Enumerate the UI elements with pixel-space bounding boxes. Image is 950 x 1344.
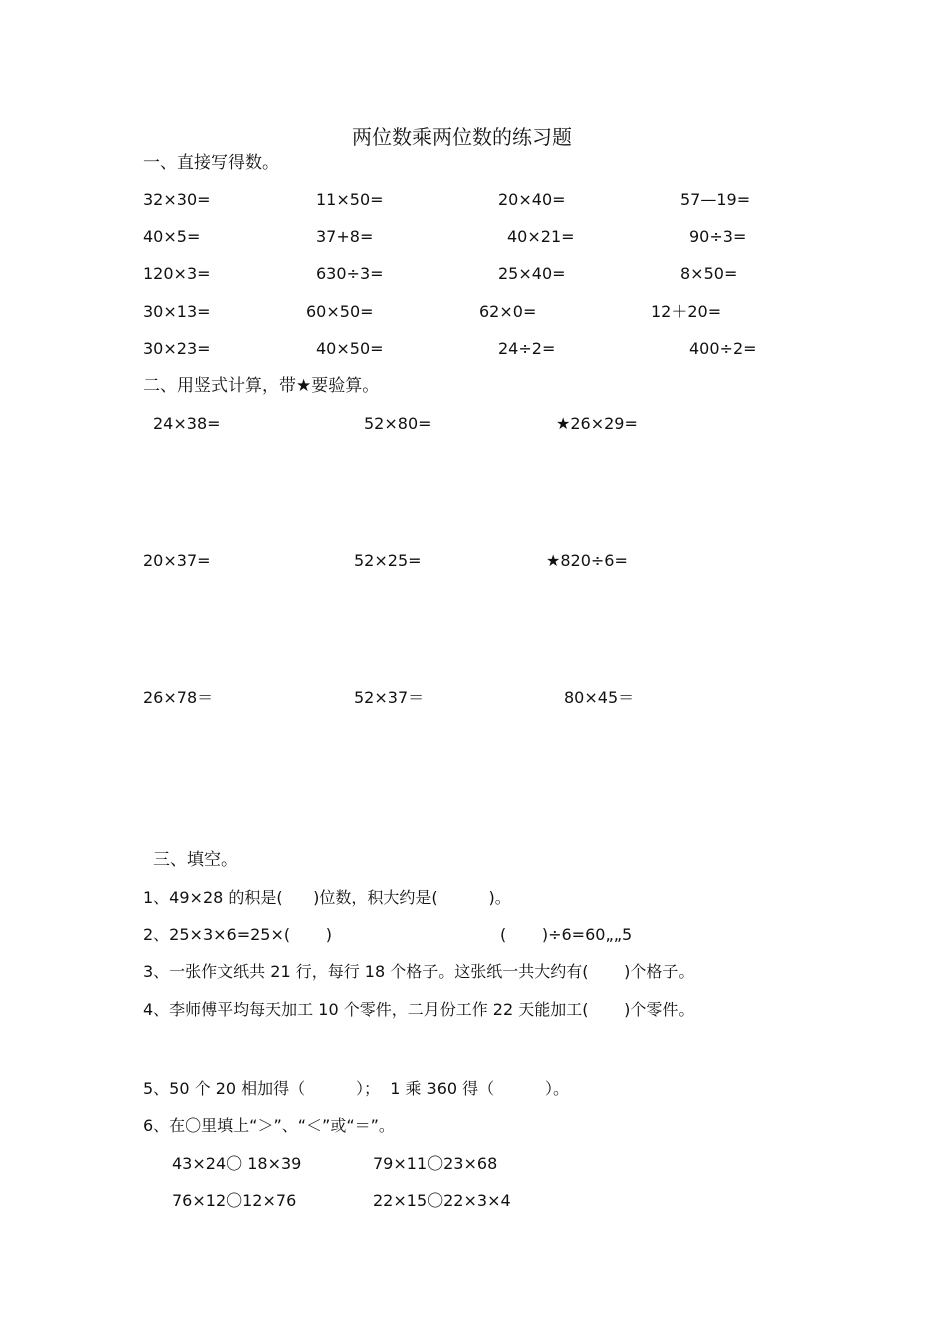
s3-item-2-tail: ( )÷6=60„„5: [500, 925, 633, 944]
s1-r4-c1: 30×13=: [143, 302, 211, 321]
s3-item-4: 4、李师傅平均每天加工 10 个零件，二月份工作 22 天能加工( )个零件。: [143, 1000, 695, 1019]
s2-r3-c1: 26×78＝: [143, 688, 214, 707]
s1-r1-c1: 32×30=: [143, 190, 211, 209]
s3-item-1: 1、49×28 的积是( )位数，积大约是( )。: [143, 888, 511, 907]
s1-r5-c2: 40×50=: [316, 339, 384, 358]
s1-r1-c3: 20×40=: [498, 190, 566, 209]
s1-r3-c1: 120×3=: [143, 264, 211, 283]
compare-r2-c1: 76×12〇12×76: [172, 1191, 297, 1210]
s1-r4-c3: 62×0=: [479, 302, 537, 321]
compare-r2-c2: 22×15〇22×3×4: [373, 1191, 511, 1210]
s3-item-5: 5、50 个 20 相加得（ ）； 1 乘 360 得（ ）。: [143, 1079, 570, 1098]
compare-r1-c2: 79×11〇23×68: [373, 1154, 498, 1173]
s1-r5-c4: 400÷2=: [689, 339, 757, 358]
s1-r1-c4: 57—19=: [680, 190, 751, 209]
s1-r2-c2: 37+8=: [316, 227, 374, 246]
s1-r3-c3: 25×40=: [498, 264, 566, 283]
page-title: 两位数乘两位数的练习题: [352, 125, 572, 149]
s1-r5-c1: 30×23=: [143, 339, 211, 358]
s1-r4-c2: 60×50=: [306, 302, 374, 321]
s2-r1-c2: 52×80=: [364, 414, 432, 433]
s1-r2-c1: 40×5=: [143, 227, 201, 246]
section3-heading: 三、填空。: [153, 850, 238, 870]
s2-r2-c2: 52×25=: [354, 551, 422, 570]
s1-r2-c4: 90÷3=: [689, 227, 747, 246]
s1-r3-c2: 630÷3=: [316, 264, 384, 283]
s3-item-6: 6、在〇里填上“＞”、“＜”或“＝”。: [143, 1116, 395, 1135]
section2-heading: 二、用竖式计算，带★要验算。: [143, 376, 380, 396]
s2-r2-c1: 20×37=: [143, 551, 211, 570]
s2-r3-c2: 52×37＝: [354, 688, 425, 707]
s2-r1-c1: 24×38=: [153, 414, 221, 433]
s3-item-3: 3、一张作文纸共 21 行，每行 18 个格子。这张纸一共大约有( )个格子。: [143, 962, 695, 981]
s1-r1-c2: 11×50=: [316, 190, 384, 209]
s2-r2-c3: ★820÷6=: [546, 551, 628, 570]
s1-r4-c4: 12＋20=: [651, 302, 722, 321]
s1-r5-c3: 24÷2=: [498, 339, 556, 358]
s3-item-2: 2、25×3×6=25×( ): [143, 925, 332, 944]
s2-r1-c3: ★26×29=: [556, 414, 638, 433]
s1-r2-c3: 40×21=: [507, 227, 575, 246]
section1-heading: 一、直接写得数。: [143, 153, 279, 173]
s2-r3-c3: 80×45＝: [564, 688, 635, 707]
s1-r3-c4: 8×50=: [680, 264, 738, 283]
compare-r1-c1: 43×24〇 18×39: [172, 1154, 302, 1173]
